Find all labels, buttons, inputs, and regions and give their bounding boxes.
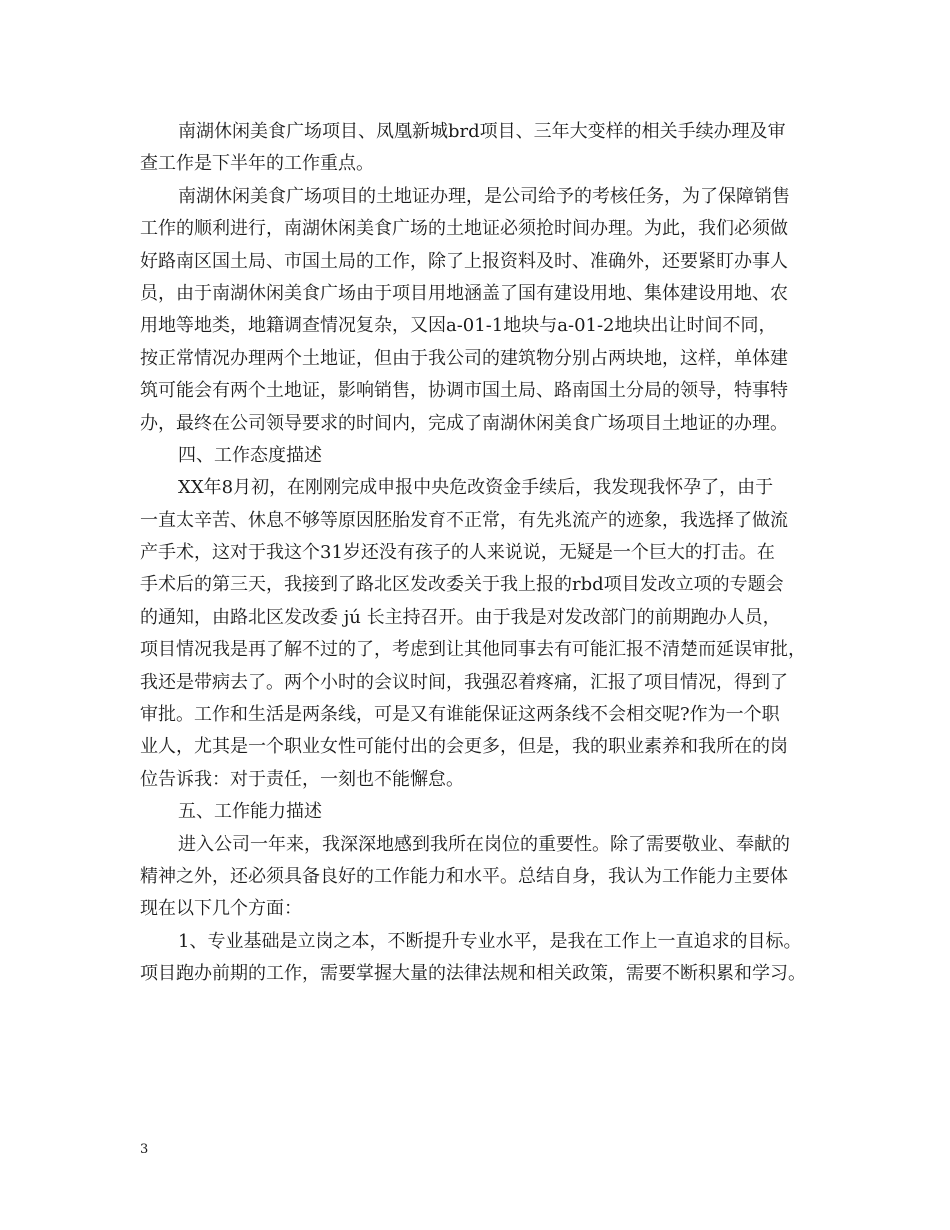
paragraph-line: 精神之外，还必须具备良好的工作能力和水平。总结自身，我认为工作能力主要体	[140, 865, 788, 887]
page-number: 3	[140, 1142, 149, 1157]
paragraph-line: 业人，尤其是一个职业女性可能付出的会更多，但是，我的职业素养和我所在的岗	[140, 736, 788, 758]
paragraph-line: 的通知，由路北区发改委 jú 长主持召开。由于我是对发改部门的前期跑办人员，	[140, 606, 781, 628]
paragraph-line: 位告诉我：对于责任，一刻也不能懈怠。	[140, 768, 464, 790]
paragraph-line: 一直太辛苦、休息不够等原因胚胎发育不正常，有先兆流产的迹象，我选择了做流	[140, 509, 788, 531]
paragraph-line: 好路南区国土局、市国土局的工作，除了上报资料及时、准确外，还要紧盯办事人	[140, 250, 788, 272]
paragraph-line: 审批。工作和生活是两条线，可是又有谁能保证这两条线不会相交呢?作为一个职	[140, 704, 780, 726]
paragraph-line: 我还是带病去了。两个小时的会议时间，我强忍着疼痛，汇报了项目情况，得到了	[140, 671, 788, 693]
section-heading: 四、工作态度描述	[178, 444, 322, 466]
paragraph-line: 工作的顺利进行，南湖休闲美食广场的土地证必须抢时间办理。为此，我们必须做	[140, 218, 788, 240]
paragraph-line: 查工作是下半年的工作重点。	[140, 153, 374, 175]
paragraph-line: 进入公司一年来，我深深地感到我所在岗位的重要性。除了需要敬业、奉献的	[178, 833, 790, 855]
paragraph-line: 用地等地类，地籍调查情况复杂，又因a-01-1地块与a-01-2地块出让时间不同，	[140, 315, 777, 337]
paragraph-line: 项目跑办前期的工作，需要掌握大量的法律法规和相关政策，需要不断积累和学习。	[140, 963, 806, 985]
paragraph-line: XX年8月初，在刚刚完成申报中央危改资金手续后，我发现我怀孕了，由于	[178, 477, 774, 499]
paragraph-line: 按正常情况办理两个土地证，但由于我公司的建筑物分别占两块地，这样，单体建	[140, 347, 788, 369]
paragraph-line: 南湖休闲美食广场项目、凤凰新城brd项目、三年大变样的相关手续办理及审	[178, 121, 786, 142]
paragraph-line: 南湖休闲美食广场项目的土地证办理，是公司给予的考核任务，为了保障销售	[178, 185, 790, 207]
paragraph-line: 手术后的第三天，我接到了路北区发改委关于我上报的rbd项目发改立项的专题会	[140, 574, 784, 596]
paragraph-line: 产手术，这对于我这个31岁还没有孩子的人来说说，无疑是一个巨大的打击。在	[140, 542, 775, 564]
paragraph-line: 筑可能会有两个土地证，影响销售，协调市国土局、路南国土分局的领导，特事特	[140, 380, 788, 402]
document-body	[140, 116, 820, 991]
paragraph-line: 项目情况我是再了解不过的了，考虑到让其他同事去有可能汇报不清楚而延误审批，	[140, 639, 806, 661]
paragraph-line: 员，由于南湖休闲美食广场由于项目用地涵盖了国有建设用地、集体建设用地、农	[140, 282, 788, 304]
section-heading: 五、工作能力描述	[178, 801, 322, 823]
paragraph-line: 现在以下几个方面：	[140, 898, 302, 920]
paragraph-line: 1、专业基础是立岗之本，不断提升专业水平，是我在工作上一直追求的目标。	[178, 930, 802, 952]
paragraph-line: 办，最终在公司领导要求的时间内，完成了南湖休闲美食广场项目土地证的办理。	[140, 412, 788, 434]
